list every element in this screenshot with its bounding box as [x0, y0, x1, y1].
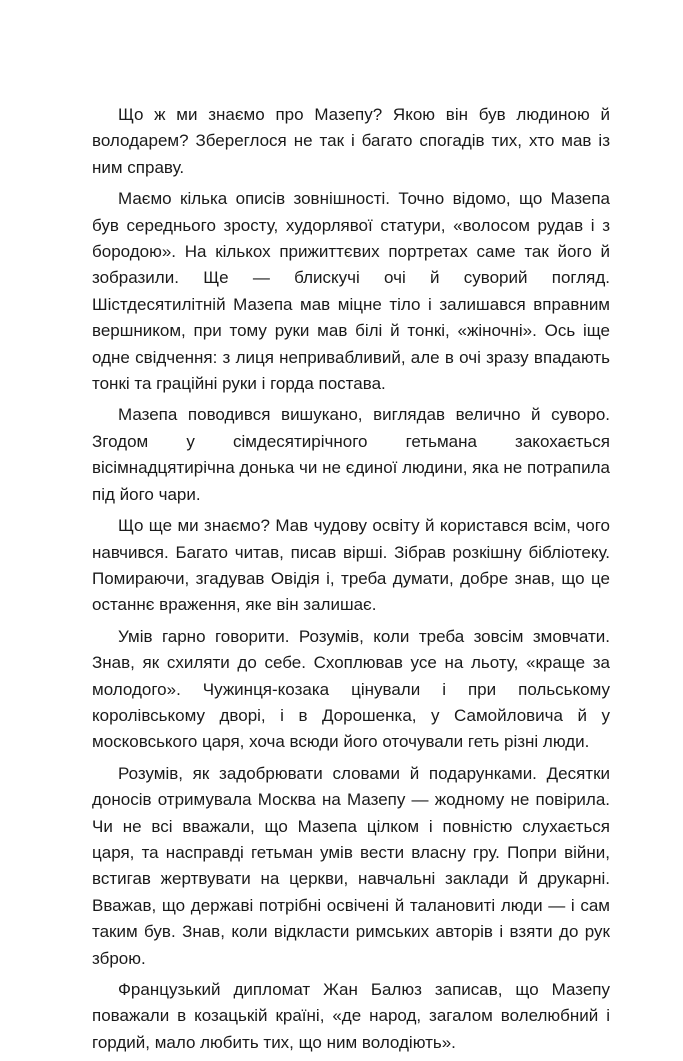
page-body [92, 102, 610, 1061]
paragraph-2: Маємо кілька описів зовнішності. Точно відомо, що Мазепа був середнього зросту, худорлявої статури, «волосом рудав і з бородою». На кількох прижиттєвих портретах саме так його й зобразили. Ще — блискучі очі й суворий погляд. Шістдесятилітній Мазепа мав міцне тіло і залишався вправним вершником, при тому руки мав білі й тонкі, «жіночні». Ось іще одне свідчення: з лиця непривабливий, але в очі зразу впадають тонкі та граційні руки і горда постава. [92, 189, 610, 394]
paragraph-3: Мазепа поводився вишукано, виглядав велично й суворо. Згодом у сімдесятирічного гетьмана закохається вісімнадцятирічна донька чи не єдиної людини, яка не потрапила під його чари. [92, 405, 610, 504]
paragraph-5: Умів гарно говорити. Розумів, коли треба зовсім змовчати. Знав, як схиляти до себе. Схоплював усе на льоту, «краще за молодого». Чужинця-козака цінували і при польському королівському дворі, і в Дорошенка, у Самойловича й у московського царя, хоча всюди його оточували геть різні люди. [92, 626, 610, 752]
paragraph-1: Що ж ми знаємо про Мазепу? Якою він був людиною й володарем? Збереглося не так і багато спогадів тих, хто мав із ним справу. [92, 105, 610, 177]
paragraph-7: Французький дипломат Жан Балюз записав, що Мазепу поважали в козацькій країні, «де народ, загалом волелюбний і гордий, мало любить тих, що ним володіють». [92, 980, 610, 1052]
paragraph-4: Що ще ми знаємо? Мав чудову освіту й користався всім, чого навчився. Багато читав, писав вірші. Зібрав розкішну бібліотеку. Помираючи, згадував Овідія і, треба думати, добре знав, що це останнє враження, яке він залишає. [92, 516, 610, 615]
paragraph-6: Розумів, як задобрювати словами й подарунками. Десятки доносів отримувала Москва на Мазепу — жодному не повірила. Чи не всі вважали, що Мазепа цілком і повністю слухається царя, та насправді гетьман умів вести власну гру. Попри війни, встигав жертвувати на церкви, навчальні заклади й друкарні. Вважав, що державі потрібні освічені й талановиті люди — і сам таким був. Знав, коли відкласти римських авторів і взяти до рук зброю. [92, 763, 610, 968]
